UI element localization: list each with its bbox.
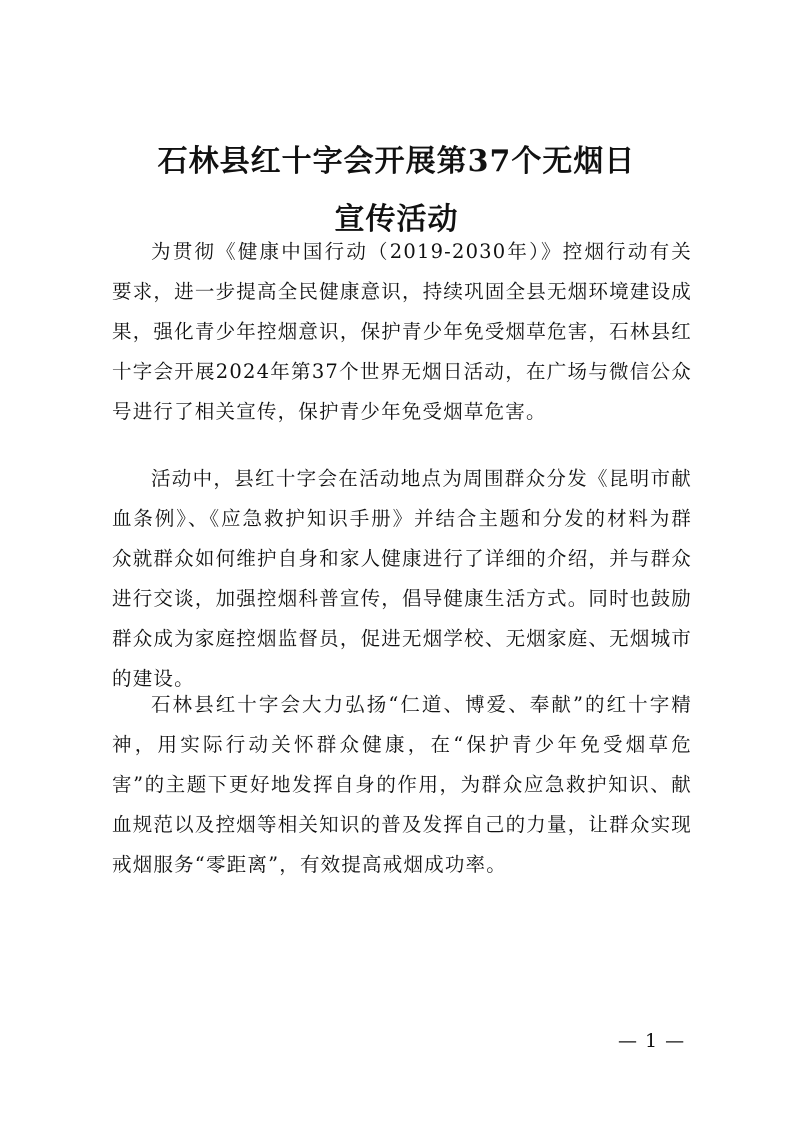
paragraph-2: 活动中，县红十字会在活动地点为周围群众分发《昆明市献血条例》、《应急救护知识手册》并结合主题和分发的材料为群众就群众如何维护自身和家人健康进行了详细的介绍，并与群众进行交谈，加强控烟科普宣传，倡导健康生活方式。同时也鼓励群众成为家庭控烟监督员，促进无烟学校、无烟家庭、无烟城市的建设。 [112, 467, 692, 690]
document-title-line-2: 宣传活动 [334, 202, 459, 237]
paragraph-3: 石林县红十字会大力弘扬“仁道、博爱、奉献”的红十字精神，用实际行动关怀群众健康，在“保护青少年免受烟草危害”的主题下更好地发挥自身的作用，为群众应急救护知识、献血规范以及控烟等相关知识的普及发挥自己的力量，让群众实现戒烟服务“零距离”，有效提高戒烟成功率。 [112, 693, 692, 876]
paragraph-1: 为贯彻《健康中国行动（2019-2030年）》控烟行动有关要求，进一步提高全民健康意识，持续巩固全县无烟环境建设成果，强化青少年控烟意识，保护青少年免受烟草危害，石林县红十字会开展2024年第37个世界无烟日活动，在广场与微信公众号进行了相关宣传，保护青少年免受烟草危害。 [112, 240, 692, 423]
page-number: — 1 — [618, 1030, 686, 1052]
document-title-line-1: 石林县红十字会开展第37个无烟日 [157, 144, 636, 179]
